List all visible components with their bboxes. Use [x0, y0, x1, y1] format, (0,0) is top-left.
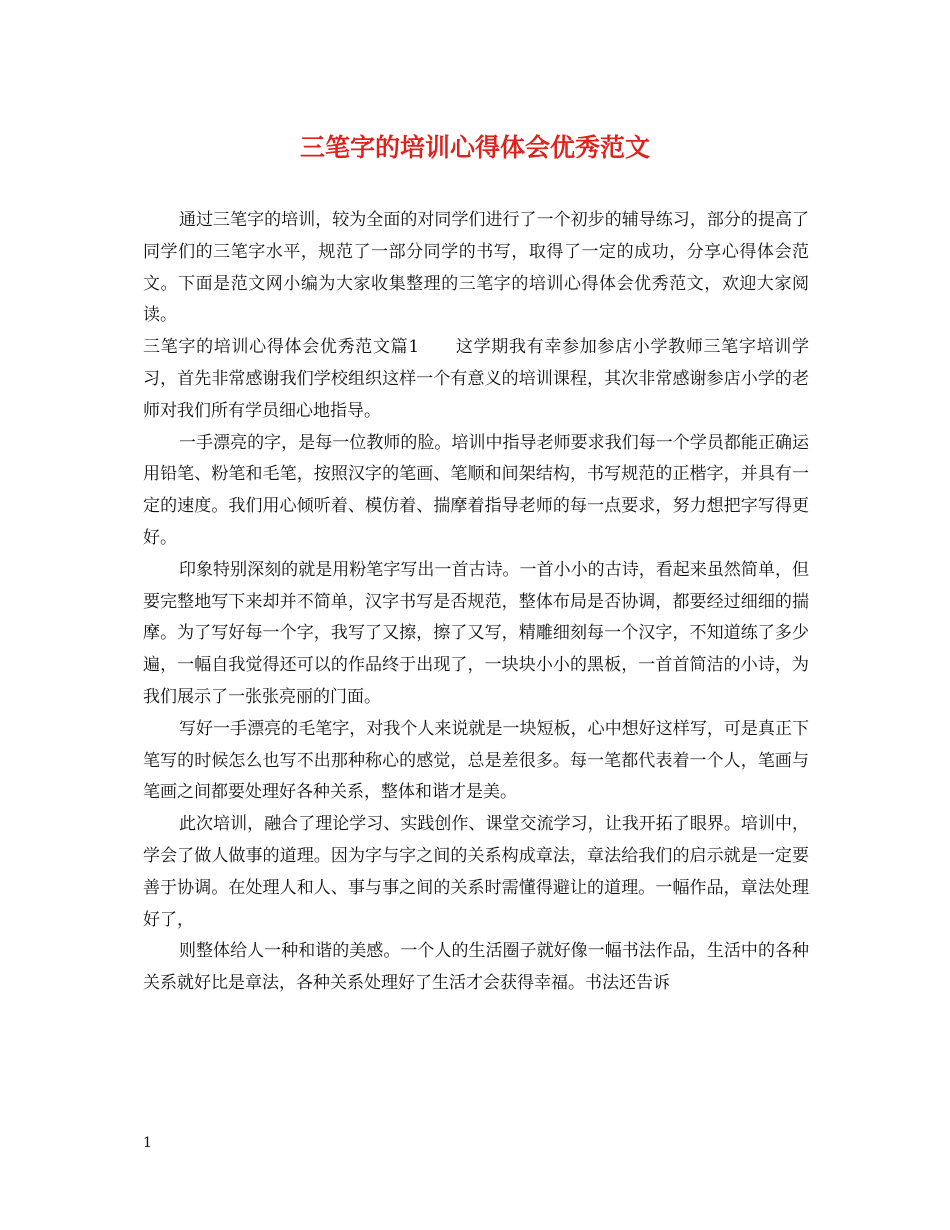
page-number: 1 [143, 1135, 152, 1151]
body-paragraph: 此次培训，融合了理论学习、实践创作、课堂交流学习，让我开拓了眼界。培训中，学会了做人做事的道理。因为字与字之间的关系构成章法，章法给我们的启示就是一定要善于协调。在处理人和人、事与事之间的关系时需懂得避让的道理。一幅作品，章法处理好了， [143, 814, 809, 930]
section-first-paragraph [143, 332, 809, 427]
document-body [143, 205, 809, 1000]
intro-paragraph: 通过三笔字的培训，较为全面的对同学们进行了一个初步的辅导练习，部分的提高了同学们的三笔字水平，规范了一部分同学的书写，取得了一定的成功，分享心得体会范文。下面是范文网小编为大家收集整理的三笔字的培训心得体会优秀范文，欢迎大家阅读。 [143, 210, 809, 326]
section-heading: 三笔字的培训心得体会优秀范文篇1 [143, 337, 420, 358]
document-title: 三笔字的培训心得体会优秀范文 [299, 133, 650, 162]
body-paragraph: 一手漂亮的字，是每一位教师的脸。培训中指导老师要求我们每一个学员都能正确运用铅笔、粉笔和毛笔，按照汉字的笔画、笔顺和间架结构，书写规范的正楷字，并具有一定的速度。我们用心倾听着、模仿着、揣摩着指导老师的每一点要求，努力想把字写得更好。 [143, 432, 809, 548]
body-paragraph: 写好一手漂亮的毛笔字，对我个人来说就是一块短板，心中想好这样写，可是真正下笔写的时候怎么也写不出那种称心的感觉，总是差很多。每一笔都代表着一个人，笔画与笔画之间都要处理好各种关系，整体和谐才是美。 [143, 718, 809, 803]
body-paragraph: 印象特别深刻的就是用粉笔字写出一首古诗。一首小小的古诗，看起来虽然简单，但要完整地写下来却并不简单，汉字书写是否规范，整体布局是否协调，都要经过细细的揣摩。为了写好每一个字，我写了又擦，擦了又写，精雕细刻每一个汉字，不知道练了多少遍，一幅自我觉得还可以的作品终于出现了，一块块小小的黑板，一首首简洁的小诗，为我们展示了一张张亮丽的门面。 [143, 559, 809, 707]
section-first-text: 这学期我有幸参加参店小学教师三笔字培训学习，首先非常感谢我们学校组织这样一个有意义的培训课程，其次非常感谢参店小学的老师对我们所有学员细心地指导。 [143, 337, 809, 421]
body-paragraph: 则整体给人一种和谐的美感。一个人的生活圈子就好像一幅书法作品，生活中的各种关系就好比是章法，各种关系处理好了生活才会获得幸福。书法还告诉 [143, 941, 809, 994]
